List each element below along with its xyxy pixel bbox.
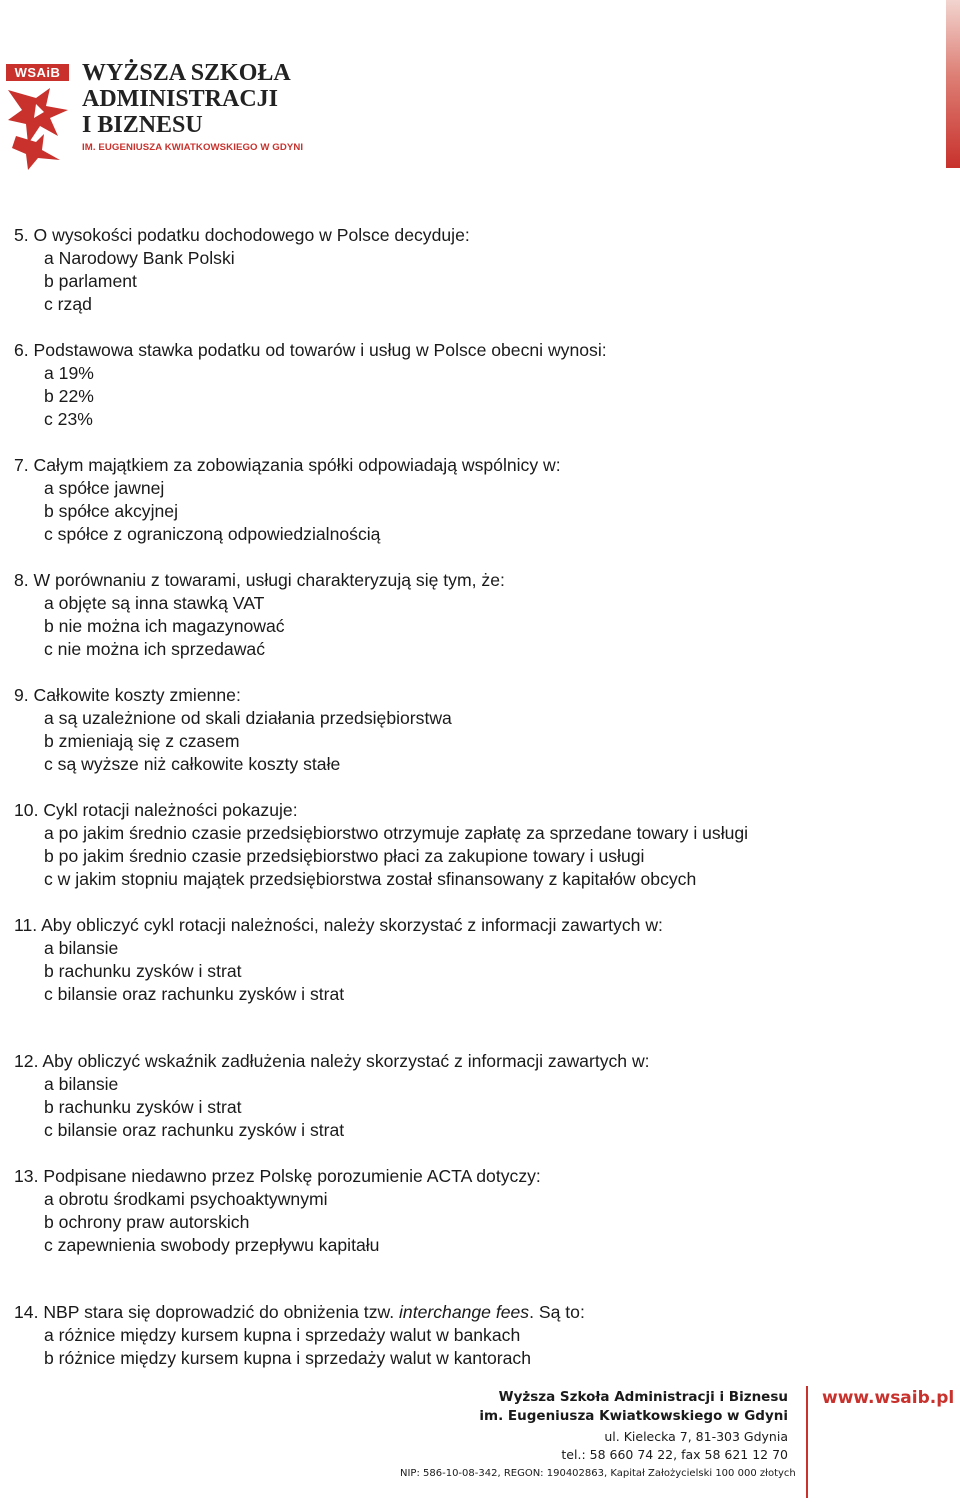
answer-option: b spółce akcyjnej <box>44 501 178 521</box>
question-5 <box>14 224 934 316</box>
question-title: 12. Aby obliczyć wskaźnik zadłużenia należy skorzystać z informacji zawartych w: <box>14 1051 650 1071</box>
answer-option: b rachunku zysków i strat <box>44 961 242 981</box>
answer-option: a obrotu środkami psychoaktywnymi <box>44 1189 328 1209</box>
decorative-edge-bar <box>946 0 960 168</box>
logo-text-line-2: ADMINISTRACJI <box>82 86 279 112</box>
answer-option: c 23% <box>44 409 93 429</box>
footer-legal: NIP: 586-10-08-342, REGON: 190402863, Kapitał Założycielski 100 000 złotych <box>400 1468 796 1479</box>
footer-school-patron: im. Eugeniusza Kwiatkowskiego w Gdyni <box>479 1408 788 1424</box>
answer-option: c są wyższe niż całkowite koszty stałe <box>44 754 341 774</box>
question-title: 8. W porównaniu z towarami, usługi charakteryzują się tym, że: <box>14 570 505 590</box>
answer-option: a są uzależnione od skali działania przedsiębiorstwa <box>44 708 452 728</box>
logo-text-line-1: WYŻSZA SZKOŁA <box>82 60 291 86</box>
question-8 <box>14 569 934 661</box>
question-title: 9. Całkowite koszty zmienne: <box>14 685 241 705</box>
answer-option: a Narodowy Bank Polski <box>44 248 235 268</box>
question-11 <box>14 914 934 1006</box>
question-7 <box>14 454 934 546</box>
answer-option: b 22% <box>44 386 94 406</box>
answer-option: b różnice między kursem kupna i sprzedaży walut w kantorach <box>44 1348 531 1368</box>
question-title: 7. Całym majątkiem za zobowiązania spółki odpowiadają wspólnicy w: <box>14 455 561 475</box>
answer-option: a po jakim średnio czasie przedsiębiorstwo otrzymuje zapłatę za sprzedane towary i usługi <box>44 823 749 843</box>
answer-option: b ochrony praw autorskich <box>44 1212 250 1232</box>
question-title: 6. Podstawowa stawka podatku od towarów i usług w Polsce obecni wynosi: <box>14 340 607 360</box>
answer-option: b po jakim średnio czasie przedsiębiorstwo płaci za zakupione towary i usługi <box>44 846 645 866</box>
school-logo <box>6 58 306 173</box>
question-title: 13. Podpisane niedawno przez Polskę porozumienie ACTA dotyczy: <box>14 1166 541 1186</box>
question-title: 10. Cykl rotacji należności pokazuje: <box>14 800 298 820</box>
footer-address: ul. Kielecka 7, 81-303 Gdynia <box>604 1429 788 1444</box>
answer-option: c w jakim stopniu majątek przedsiębiorstwa został sfinansowany z kapitałów obcych <box>44 869 697 889</box>
answer-option: c spółce z ograniczoną odpowiedzialnością <box>44 524 381 544</box>
answer-option: c bilansie oraz rachunku zysków i strat <box>44 984 345 1004</box>
answer-option: b rachunku zysków i strat <box>44 1097 242 1117</box>
eagle-emblem-icon <box>6 84 74 170</box>
footer-phone: tel.: 58 660 74 22, fax 58 621 12 70 <box>561 1447 788 1462</box>
footer-contact <box>400 1388 796 1481</box>
answer-option: a bilansie <box>44 1074 119 1094</box>
logo-subtitle: IM. EUGENIUSZA KWIATKOWSKIEGO W GDYNI <box>82 142 304 153</box>
question-list <box>14 224 934 1370</box>
logo-badge: WSAiB <box>6 64 69 81</box>
question-title-start: 14. NBP stara się doprowadzić do obniżenia tzw. <box>14 1302 400 1322</box>
question-12 <box>14 1050 934 1142</box>
question-9 <box>14 684 934 776</box>
question-title <box>14 1301 934 1324</box>
answer-option: b zmieniają się z czasem <box>44 731 240 751</box>
question-10 <box>14 799 934 891</box>
answer-option: b parlament <box>44 271 137 291</box>
answer-option: c bilansie oraz rachunku zysków i strat <box>44 1120 345 1140</box>
answer-option: a spółce jawnej <box>44 478 165 498</box>
answer-option: a 19% <box>44 363 94 383</box>
answer-option: b nie można ich magazynować <box>44 616 285 636</box>
answer-option: a bilansie <box>44 938 119 958</box>
answer-option: a objęte są inna stawką VAT <box>44 593 265 613</box>
question-title-term: interchange fees <box>399 1302 530 1322</box>
question-6 <box>14 339 934 431</box>
question-title: 11. Aby obliczyć cykl rotacji należności, należy skorzystać z informacji zawartych w: <box>14 915 663 935</box>
question-title-end: . Są to: <box>529 1302 585 1322</box>
answer-option: c nie można ich sprzedawać <box>44 639 266 659</box>
footer-school-name: Wyższa Szkoła Administracji i Biznesu <box>498 1389 788 1405</box>
question-14 <box>14 1301 934 1370</box>
question-13 <box>14 1165 934 1257</box>
answer-option: a różnice między kursem kupna i sprzedaży walut w bankach <box>44 1325 521 1345</box>
website-link[interactable]: www.wsaib.pl <box>822 1388 955 1408</box>
answer-option: c rząd <box>44 294 92 314</box>
logo-text-line-3: I BIZNESU <box>82 112 203 138</box>
question-title: 5. O wysokości podatku dochodowego w Polsce decyduje: <box>14 225 470 245</box>
footer-divider <box>806 1386 808 1498</box>
answer-option: c zapewnienia swobody przepływu kapitału <box>44 1235 380 1255</box>
